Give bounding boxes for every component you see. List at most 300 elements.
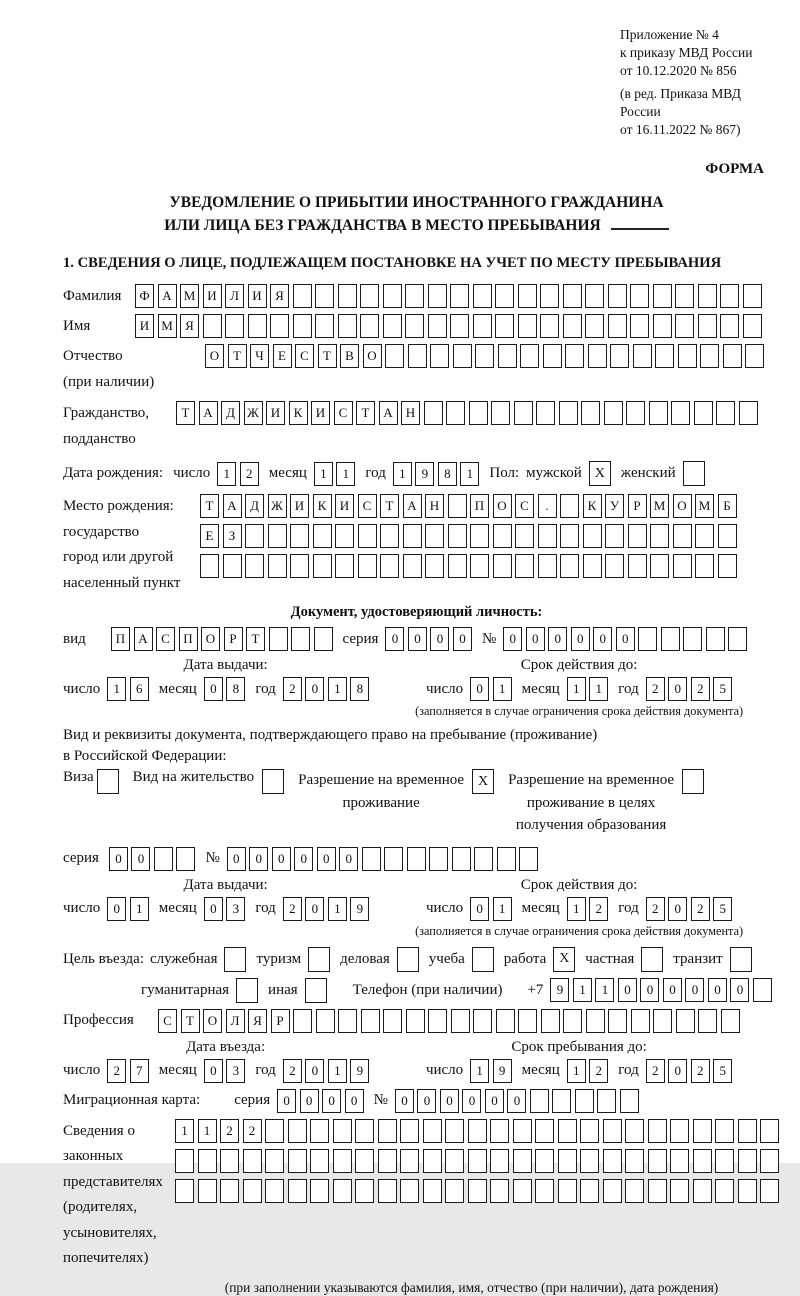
- char-cell[interactable]: [515, 554, 534, 578]
- char-cell[interactable]: 0: [526, 627, 545, 651]
- char-cell[interactable]: Н: [401, 401, 420, 425]
- char-cell[interactable]: [493, 524, 512, 548]
- char-cell[interactable]: А: [158, 284, 177, 308]
- char-cell[interactable]: Т: [176, 401, 195, 425]
- char-cell[interactable]: [383, 1009, 402, 1033]
- char-cell[interactable]: [588, 344, 607, 368]
- char-cell[interactable]: [405, 284, 424, 308]
- char-cell[interactable]: [653, 1009, 672, 1033]
- char-cell[interactable]: [445, 1149, 464, 1173]
- char-cell[interactable]: 0: [470, 897, 489, 921]
- res-valid-year-cells[interactable]: [646, 897, 733, 921]
- char-cell[interactable]: [473, 314, 492, 338]
- char-cell[interactable]: С: [334, 401, 353, 425]
- char-cell[interactable]: 0: [317, 847, 336, 871]
- char-cell[interactable]: [497, 847, 516, 871]
- char-cell[interactable]: 0: [640, 978, 659, 1002]
- char-cell[interactable]: 0: [618, 978, 637, 1002]
- char-cell[interactable]: [715, 1149, 734, 1173]
- char-cell[interactable]: [760, 1119, 779, 1143]
- id-valid-day-cells[interactable]: [470, 677, 512, 701]
- char-cell[interactable]: 1: [595, 978, 614, 1002]
- char-cell[interactable]: 0: [470, 677, 489, 701]
- char-cell[interactable]: [535, 1149, 554, 1173]
- char-cell[interactable]: З: [223, 524, 242, 548]
- legal-rep-cells-1[interactable]: [175, 1119, 779, 1143]
- char-cell[interactable]: [470, 554, 489, 578]
- char-cell[interactable]: 2: [240, 462, 259, 486]
- res-issue-month-cells[interactable]: [204, 897, 246, 921]
- char-cell[interactable]: [450, 284, 469, 308]
- char-cell[interactable]: [265, 1119, 284, 1143]
- char-cell[interactable]: Л: [226, 1009, 245, 1033]
- char-cell[interactable]: [715, 1119, 734, 1143]
- char-cell[interactable]: [362, 847, 381, 871]
- char-cell[interactable]: 2: [646, 1059, 665, 1083]
- char-cell[interactable]: Я: [180, 314, 199, 338]
- char-cell[interactable]: 9: [415, 462, 434, 486]
- id-issue-day-cells[interactable]: [107, 677, 149, 701]
- char-cell[interactable]: [565, 344, 584, 368]
- mc-number-cells[interactable]: [395, 1089, 639, 1113]
- char-cell[interactable]: 0: [107, 897, 126, 921]
- char-cell[interactable]: [518, 314, 537, 338]
- char-cell[interactable]: [288, 1119, 307, 1143]
- id-number-cells[interactable]: [503, 627, 747, 651]
- char-cell[interactable]: [265, 1149, 284, 1173]
- char-cell[interactable]: [538, 554, 557, 578]
- char-cell[interactable]: [378, 1179, 397, 1203]
- char-cell[interactable]: [270, 314, 289, 338]
- surname-cells[interactable]: [135, 284, 762, 308]
- char-cell[interactable]: В: [340, 344, 359, 368]
- char-cell[interactable]: Н: [425, 494, 444, 518]
- char-cell[interactable]: [428, 284, 447, 308]
- char-cell[interactable]: 0: [453, 627, 472, 651]
- char-cell[interactable]: [513, 1179, 532, 1203]
- char-cell[interactable]: [698, 1009, 717, 1033]
- char-cell[interactable]: [490, 1179, 509, 1203]
- char-cell[interactable]: С: [156, 627, 175, 651]
- char-cell[interactable]: А: [379, 401, 398, 425]
- birth-place-cells-1[interactable]: [200, 494, 737, 518]
- char-cell[interactable]: [563, 314, 582, 338]
- char-cell[interactable]: [655, 344, 674, 368]
- char-cell[interactable]: 1: [198, 1119, 217, 1143]
- char-cell[interactable]: [445, 1179, 464, 1203]
- char-cell[interactable]: 1: [328, 677, 347, 701]
- char-cell[interactable]: И: [335, 494, 354, 518]
- char-cell[interactable]: [474, 847, 493, 871]
- char-cell[interactable]: Б: [718, 494, 737, 518]
- char-cell[interactable]: [552, 1089, 571, 1113]
- char-cell[interactable]: 0: [204, 677, 223, 701]
- char-cell[interactable]: 9: [350, 897, 369, 921]
- char-cell[interactable]: [706, 627, 725, 651]
- char-cell[interactable]: [355, 1179, 374, 1203]
- char-cell[interactable]: Т: [318, 344, 337, 368]
- char-cell[interactable]: 1: [573, 978, 592, 1002]
- char-cell[interactable]: [248, 314, 267, 338]
- char-cell[interactable]: [403, 554, 422, 578]
- char-cell[interactable]: С: [295, 344, 314, 368]
- char-cell[interactable]: [452, 847, 471, 871]
- char-cell[interactable]: [628, 524, 647, 548]
- char-cell[interactable]: [543, 344, 562, 368]
- char-cell[interactable]: [198, 1179, 217, 1203]
- char-cell[interactable]: 1: [567, 677, 586, 701]
- char-cell[interactable]: [675, 284, 694, 308]
- char-cell[interactable]: [583, 554, 602, 578]
- char-cell[interactable]: Ж: [268, 494, 287, 518]
- res-issue-year-cells[interactable]: [283, 897, 370, 921]
- char-cell[interactable]: 0: [430, 627, 449, 651]
- char-cell[interactable]: [313, 554, 332, 578]
- char-cell[interactable]: [400, 1149, 419, 1173]
- char-cell[interactable]: [380, 524, 399, 548]
- char-cell[interactable]: [451, 1009, 470, 1033]
- char-cell[interactable]: [519, 847, 538, 871]
- char-cell[interactable]: Р: [628, 494, 647, 518]
- char-cell[interactable]: О: [203, 1009, 222, 1033]
- char-cell[interactable]: [338, 1009, 357, 1033]
- char-cell[interactable]: [453, 344, 472, 368]
- char-cell[interactable]: 2: [589, 1059, 608, 1083]
- char-cell[interactable]: [513, 1149, 532, 1173]
- char-cell[interactable]: [473, 1009, 492, 1033]
- char-cell[interactable]: [406, 1009, 425, 1033]
- char-cell[interactable]: [176, 847, 195, 871]
- char-cell[interactable]: [316, 1009, 335, 1033]
- char-cell[interactable]: [423, 1149, 442, 1173]
- char-cell[interactable]: 1: [314, 462, 333, 486]
- char-cell[interactable]: [423, 1179, 442, 1203]
- char-cell[interactable]: [200, 554, 219, 578]
- char-cell[interactable]: 1: [470, 1059, 489, 1083]
- char-cell[interactable]: [693, 1119, 712, 1143]
- char-cell[interactable]: 0: [730, 978, 749, 1002]
- char-cell[interactable]: 0: [322, 1089, 341, 1113]
- char-cell[interactable]: [383, 314, 402, 338]
- char-cell[interactable]: 0: [503, 627, 522, 651]
- char-cell[interactable]: [490, 1149, 509, 1173]
- char-cell[interactable]: 3: [226, 1059, 245, 1083]
- char-cell[interactable]: [496, 1009, 515, 1033]
- char-cell[interactable]: 0: [131, 847, 150, 871]
- char-cell[interactable]: [670, 1179, 689, 1203]
- char-cell[interactable]: [608, 314, 627, 338]
- char-cell[interactable]: 2: [691, 897, 710, 921]
- char-cell[interactable]: [693, 1149, 712, 1173]
- char-cell[interactable]: 0: [277, 1089, 296, 1113]
- profession-cells[interactable]: [158, 1009, 740, 1033]
- char-cell[interactable]: 8: [226, 677, 245, 701]
- char-cell[interactable]: О: [363, 344, 382, 368]
- char-cell[interactable]: [468, 1149, 487, 1173]
- female-checkbox[interactable]: [683, 461, 705, 486]
- char-cell[interactable]: П: [111, 627, 130, 651]
- char-cell[interactable]: 0: [249, 847, 268, 871]
- entry-year-cells[interactable]: [283, 1059, 370, 1083]
- char-cell[interactable]: [491, 401, 510, 425]
- temp-residence-edu-checkbox[interactable]: [682, 769, 704, 794]
- char-cell[interactable]: 1: [217, 462, 236, 486]
- char-cell[interactable]: [495, 284, 514, 308]
- char-cell[interactable]: 1: [589, 677, 608, 701]
- char-cell[interactable]: Я: [248, 1009, 267, 1033]
- char-cell[interactable]: [603, 1149, 622, 1173]
- char-cell[interactable]: А: [223, 494, 242, 518]
- char-cell[interactable]: [721, 1009, 740, 1033]
- stay-year-cells[interactable]: [646, 1059, 733, 1083]
- char-cell[interactable]: [360, 314, 379, 338]
- char-cell[interactable]: [625, 1119, 644, 1143]
- char-cell[interactable]: [333, 1149, 352, 1173]
- char-cell[interactable]: [720, 314, 739, 338]
- char-cell[interactable]: 8: [350, 677, 369, 701]
- char-cell[interactable]: [450, 314, 469, 338]
- purpose-business-checkbox[interactable]: [397, 947, 419, 972]
- char-cell[interactable]: 2: [243, 1119, 262, 1143]
- char-cell[interactable]: [716, 401, 735, 425]
- char-cell[interactable]: 5: [713, 897, 732, 921]
- char-cell[interactable]: 0: [668, 1059, 687, 1083]
- char-cell[interactable]: [559, 401, 578, 425]
- char-cell[interactable]: [518, 1009, 537, 1033]
- char-cell[interactable]: [649, 401, 668, 425]
- char-cell[interactable]: [700, 344, 719, 368]
- char-cell[interactable]: [384, 847, 403, 871]
- char-cell[interactable]: [583, 524, 602, 548]
- char-cell[interactable]: [243, 1149, 262, 1173]
- purpose-work-checkbox[interactable]: X: [553, 947, 575, 972]
- char-cell[interactable]: [288, 1179, 307, 1203]
- birth-place-cells-3[interactable]: [200, 554, 737, 578]
- char-cell[interactable]: [310, 1179, 329, 1203]
- char-cell[interactable]: [540, 284, 559, 308]
- name-cells[interactable]: [135, 314, 762, 338]
- char-cell[interactable]: 1: [567, 897, 586, 921]
- char-cell[interactable]: [603, 1119, 622, 1143]
- char-cell[interactable]: [380, 554, 399, 578]
- char-cell[interactable]: [469, 401, 488, 425]
- char-cell[interactable]: [728, 627, 747, 651]
- char-cell[interactable]: [560, 554, 579, 578]
- purpose-study-checkbox[interactable]: [472, 947, 494, 972]
- char-cell[interactable]: И: [266, 401, 285, 425]
- char-cell[interactable]: [175, 1149, 194, 1173]
- char-cell[interactable]: [361, 1009, 380, 1033]
- char-cell[interactable]: [468, 1179, 487, 1203]
- char-cell[interactable]: [650, 524, 669, 548]
- char-cell[interactable]: Т: [200, 494, 219, 518]
- char-cell[interactable]: [498, 344, 517, 368]
- char-cell[interactable]: [603, 1179, 622, 1203]
- char-cell[interactable]: [223, 554, 242, 578]
- char-cell[interactable]: [290, 524, 309, 548]
- char-cell[interactable]: Я: [270, 284, 289, 308]
- residence-permit-checkbox[interactable]: [262, 769, 284, 794]
- char-cell[interactable]: [446, 401, 465, 425]
- char-cell[interactable]: Ф: [135, 284, 154, 308]
- char-cell[interactable]: 0: [571, 627, 590, 651]
- char-cell[interactable]: 0: [204, 897, 223, 921]
- char-cell[interactable]: 0: [204, 1059, 223, 1083]
- char-cell[interactable]: 1: [107, 677, 126, 701]
- char-cell[interactable]: [695, 524, 714, 548]
- char-cell[interactable]: [738, 1179, 757, 1203]
- char-cell[interactable]: [558, 1179, 577, 1203]
- char-cell[interactable]: [580, 1179, 599, 1203]
- char-cell[interactable]: 2: [691, 677, 710, 701]
- char-cell[interactable]: [268, 554, 287, 578]
- res-valid-day-cells[interactable]: [470, 897, 512, 921]
- char-cell[interactable]: [673, 524, 692, 548]
- char-cell[interactable]: [610, 344, 629, 368]
- char-cell[interactable]: [400, 1119, 419, 1143]
- char-cell[interactable]: [743, 314, 762, 338]
- char-cell[interactable]: [630, 314, 649, 338]
- char-cell[interactable]: [514, 401, 533, 425]
- char-cell[interactable]: [310, 1149, 329, 1173]
- char-cell[interactable]: 0: [300, 1089, 319, 1113]
- char-cell[interactable]: [408, 344, 427, 368]
- char-cell[interactable]: [673, 554, 692, 578]
- char-cell[interactable]: [671, 401, 690, 425]
- char-cell[interactable]: Т: [181, 1009, 200, 1033]
- char-cell[interactable]: С: [515, 494, 534, 518]
- char-cell[interactable]: [220, 1149, 239, 1173]
- char-cell[interactable]: [428, 314, 447, 338]
- char-cell[interactable]: [560, 524, 579, 548]
- char-cell[interactable]: [293, 284, 312, 308]
- char-cell[interactable]: [493, 554, 512, 578]
- birth-year-cells[interactable]: [393, 462, 480, 486]
- char-cell[interactable]: [625, 1149, 644, 1173]
- res-series-cells[interactable]: [109, 847, 196, 871]
- char-cell[interactable]: [718, 554, 737, 578]
- char-cell[interactable]: [585, 284, 604, 308]
- id-series-cells[interactable]: [385, 627, 472, 651]
- char-cell[interactable]: 6: [130, 677, 149, 701]
- phone-cells[interactable]: [550, 978, 772, 1002]
- birth-month-cells[interactable]: [314, 462, 356, 486]
- char-cell[interactable]: И: [311, 401, 330, 425]
- char-cell[interactable]: [650, 554, 669, 578]
- char-cell[interactable]: [715, 1179, 734, 1203]
- char-cell[interactable]: [631, 1009, 650, 1033]
- id-valid-year-cells[interactable]: [646, 677, 733, 701]
- char-cell[interactable]: [653, 284, 672, 308]
- char-cell[interactable]: [604, 401, 623, 425]
- char-cell[interactable]: 0: [708, 978, 727, 1002]
- char-cell[interactable]: Т: [246, 627, 265, 651]
- char-cell[interactable]: 1: [567, 1059, 586, 1083]
- patronymic-cells[interactable]: [205, 344, 764, 368]
- char-cell[interactable]: [753, 978, 772, 1002]
- id-valid-month-cells[interactable]: [567, 677, 609, 701]
- char-cell[interactable]: [694, 401, 713, 425]
- char-cell[interactable]: Е: [200, 524, 219, 548]
- char-cell[interactable]: С: [158, 1009, 177, 1033]
- char-cell[interactable]: Д: [221, 401, 240, 425]
- char-cell[interactable]: [338, 314, 357, 338]
- char-cell[interactable]: [430, 344, 449, 368]
- char-cell[interactable]: [653, 314, 672, 338]
- char-cell[interactable]: [198, 1149, 217, 1173]
- char-cell[interactable]: [743, 284, 762, 308]
- char-cell[interactable]: [243, 1179, 262, 1203]
- purpose-private-checkbox[interactable]: [641, 947, 663, 972]
- char-cell[interactable]: [515, 524, 534, 548]
- char-cell[interactable]: [358, 524, 377, 548]
- char-cell[interactable]: М: [158, 314, 177, 338]
- char-cell[interactable]: 9: [350, 1059, 369, 1083]
- temp-residence-checkbox[interactable]: X: [472, 769, 494, 794]
- male-checkbox[interactable]: X: [589, 461, 611, 486]
- char-cell[interactable]: [648, 1179, 667, 1203]
- char-cell[interactable]: 0: [294, 847, 313, 871]
- char-cell[interactable]: [518, 284, 537, 308]
- birth-day-cells[interactable]: [217, 462, 259, 486]
- char-cell[interactable]: [293, 314, 312, 338]
- char-cell[interactable]: [541, 1009, 560, 1033]
- char-cell[interactable]: [581, 401, 600, 425]
- char-cell[interactable]: [560, 494, 579, 518]
- char-cell[interactable]: [695, 554, 714, 578]
- char-cell[interactable]: [630, 284, 649, 308]
- char-cell[interactable]: [633, 344, 652, 368]
- char-cell[interactable]: [383, 284, 402, 308]
- char-cell[interactable]: [535, 1119, 554, 1143]
- char-cell[interactable]: 1: [130, 897, 149, 921]
- char-cell[interactable]: А: [403, 494, 422, 518]
- char-cell[interactable]: [563, 284, 582, 308]
- char-cell[interactable]: [333, 1119, 352, 1143]
- char-cell[interactable]: 0: [339, 847, 358, 871]
- char-cell[interactable]: 0: [345, 1089, 364, 1113]
- char-cell[interactable]: А: [134, 627, 153, 651]
- char-cell[interactable]: [586, 1009, 605, 1033]
- res-issue-day-cells[interactable]: [107, 897, 149, 921]
- char-cell[interactable]: [424, 401, 443, 425]
- char-cell[interactable]: 2: [589, 897, 608, 921]
- char-cell[interactable]: [175, 1179, 194, 1203]
- char-cell[interactable]: [760, 1179, 779, 1203]
- char-cell[interactable]: [513, 1119, 532, 1143]
- char-cell[interactable]: 0: [305, 677, 324, 701]
- char-cell[interactable]: [628, 554, 647, 578]
- char-cell[interactable]: Т: [228, 344, 247, 368]
- char-cell[interactable]: [313, 524, 332, 548]
- char-cell[interactable]: [580, 1119, 599, 1143]
- char-cell[interactable]: [626, 401, 645, 425]
- char-cell[interactable]: 0: [272, 847, 291, 871]
- char-cell[interactable]: [608, 284, 627, 308]
- char-cell[interactable]: [403, 524, 422, 548]
- char-cell[interactable]: [698, 284, 717, 308]
- char-cell[interactable]: Л: [225, 284, 244, 308]
- char-cell[interactable]: [718, 524, 737, 548]
- char-cell[interactable]: 0: [663, 978, 682, 1002]
- char-cell[interactable]: 1: [493, 677, 512, 701]
- id-issue-month-cells[interactable]: [204, 677, 246, 701]
- char-cell[interactable]: 0: [685, 978, 704, 1002]
- char-cell[interactable]: [605, 554, 624, 578]
- char-cell[interactable]: 0: [305, 897, 324, 921]
- res-valid-month-cells[interactable]: [567, 897, 609, 921]
- char-cell[interactable]: И: [135, 314, 154, 338]
